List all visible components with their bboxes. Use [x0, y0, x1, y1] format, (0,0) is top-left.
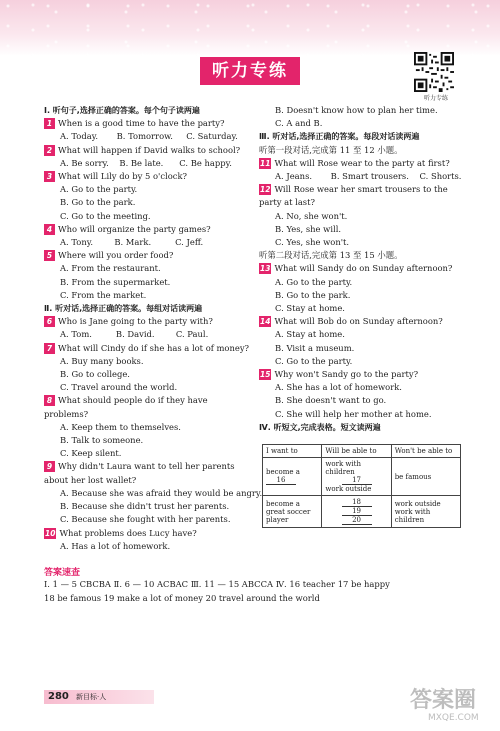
- answer-blank[interactable]: 18: [342, 498, 372, 507]
- answer-option[interactable]: B. Go to the park.: [60, 197, 136, 208]
- answer-option[interactable]: C. She will help her mother at home.: [275, 408, 432, 419]
- table-row: [263, 458, 461, 496]
- question: [259, 368, 469, 381]
- answer-option[interactable]: A. Go to the party.: [60, 184, 138, 195]
- answer-option[interactable]: A. Today. B. Tomorrow. C. Saturday.: [60, 131, 238, 142]
- table-header-row: [263, 445, 461, 458]
- table-cell: [322, 458, 391, 496]
- answers-line: 18 be famous 19 make a lot of money 20 travel around the world: [44, 593, 320, 603]
- cell-text: work outside: [325, 485, 372, 493]
- question: [44, 144, 252, 157]
- question: [259, 315, 469, 328]
- watermark-logo: 答案圈: [410, 688, 477, 713]
- table-header-cell: I want to: [263, 445, 322, 458]
- table-cell: [322, 496, 391, 528]
- table-header-cell: Will be able to: [322, 445, 391, 458]
- answer-option[interactable]: A. She has a lot of homework.: [275, 382, 402, 393]
- watermark-url: MXQE.COM: [428, 713, 479, 723]
- answer-option[interactable]: B. Go to the park.: [275, 289, 351, 300]
- page-number: 280: [48, 691, 69, 702]
- question-text: What will happen if David walks to school?: [58, 144, 241, 155]
- cell-text: become a: [266, 468, 300, 476]
- question: [259, 262, 469, 275]
- question-number-badge: 14: [260, 317, 271, 327]
- question: [44, 527, 252, 540]
- answer-blank[interactable]: 16: [266, 476, 296, 485]
- answer-option[interactable]: A. No, she won't.: [275, 210, 348, 221]
- question-number-badge: 1: [44, 118, 55, 129]
- question-number-badge: 8: [44, 395, 55, 406]
- question-text: What will Cindy do if she has a lot of money?: [58, 342, 250, 353]
- question: [259, 183, 469, 209]
- question-number-badge: 3: [44, 171, 55, 182]
- instruction-text: 听第二段对话,完成第 13 至 15 小题。: [259, 250, 403, 261]
- answer-blank[interactable]: 19: [342, 507, 372, 516]
- cell-text: work with children: [325, 460, 361, 476]
- answer-option[interactable]: C. Yes, she won't.: [275, 237, 350, 248]
- question-number-badge: 11: [260, 158, 271, 168]
- answer-option[interactable]: B. Because she didn't trust her parents.: [60, 501, 230, 512]
- question-text: When is a good time to have the party?: [58, 118, 225, 129]
- section-heading: Ⅰ. 听句子,选择正确的答案。每个句子读两遍: [44, 106, 200, 115]
- answer-option[interactable]: A. Go to the party.: [275, 276, 353, 287]
- answer-option[interactable]: C. A and B.: [275, 118, 323, 129]
- question: [44, 394, 252, 420]
- question-text: What will Sandy do on Sunday afternoon?: [274, 263, 453, 274]
- table-cell: work outside work with children: [391, 496, 460, 528]
- answer-option[interactable]: A. From the restaurant.: [60, 263, 161, 274]
- answer-option[interactable]: A. Buy many books.: [60, 355, 144, 366]
- section-heading: Ⅳ. 听短文,完成表格。短文读两遍: [259, 422, 381, 432]
- answer-option[interactable]: A. Tom. B. David. C. Paul.: [60, 329, 209, 340]
- question-number-badge: 5: [44, 250, 55, 261]
- question-text: What should people do if they have problems?: [44, 395, 208, 419]
- answers-heading: 答案速查: [44, 568, 81, 578]
- question-text: What problems does Lucy have?: [59, 527, 197, 538]
- question-number-badge: 6: [44, 316, 55, 327]
- answer-option[interactable]: C. Go to the meeting.: [60, 210, 151, 221]
- left-column: [44, 104, 263, 553]
- table-row: [263, 496, 461, 528]
- question-number-badge: 7: [44, 343, 55, 354]
- answer-option[interactable]: B. Visit a museum.: [275, 342, 355, 353]
- answer-blank[interactable]: 20: [342, 516, 372, 525]
- page-title: 听力专练: [200, 57, 300, 85]
- right-column: [259, 104, 469, 434]
- question-number-badge: 10: [45, 528, 56, 538]
- table-cell: be famous: [391, 458, 460, 496]
- answer-option[interactable]: B. Go to college.: [60, 369, 130, 380]
- instruction-text: 听第一段对话,完成第 11 至 12 小题。: [259, 144, 403, 155]
- answer-option[interactable]: A. Keep them to themselves.: [60, 421, 181, 432]
- answer-option[interactable]: C. Stay at home.: [275, 303, 345, 314]
- answer-option[interactable]: C. Because she fought with her parents.: [60, 514, 231, 525]
- question: [44, 223, 252, 236]
- question-text: Who is Jane going to the party with?: [58, 316, 213, 327]
- question-text: Why didn't Laura want to tell her parents about her lost wallet?: [44, 461, 235, 485]
- table-header-cell: Won't be able to: [391, 445, 460, 458]
- question-text: What will Rose wear to the party at first?: [274, 157, 450, 168]
- answer-option[interactable]: A. Be sorry. B. Be late. C. Be happy.: [60, 157, 232, 168]
- question-text: What will Lily do by 5 o'clock?: [58, 171, 188, 182]
- answer-option[interactable]: A. Has a lot of homework.: [60, 540, 171, 551]
- question: [259, 157, 469, 170]
- question-text: Where will you order food?: [58, 250, 174, 261]
- answer-option[interactable]: A. Tony. B. Mark. C. Jeff.: [60, 237, 204, 248]
- question: [44, 117, 252, 130]
- question-text: Who will organize the party games?: [58, 223, 211, 234]
- section-heading: Ⅱ. 听对话,选择正确的答案。每组对话读两遍: [44, 304, 203, 314]
- answer-option[interactable]: C. From the market.: [60, 289, 147, 300]
- answer-option[interactable]: A. Stay at home.: [275, 329, 345, 340]
- answer-option[interactable]: B. She doesn't want to go.: [275, 395, 387, 406]
- qr-label: 听力专练: [423, 95, 448, 102]
- qr-code-icon[interactable]: [414, 52, 454, 92]
- section-heading: Ⅲ. 听对话,选择正确的答案。每段对话读两遍: [259, 132, 420, 142]
- answer-option[interactable]: A. Because she was afraid they would be angry.: [60, 487, 263, 498]
- banner-pattern: [0, 0, 500, 56]
- question-number-badge: 12: [260, 185, 271, 195]
- answer-option[interactable]: B. Yes, she will.: [275, 223, 342, 234]
- question: [44, 249, 252, 262]
- question-number-badge: 2: [44, 145, 55, 156]
- question-number-badge: 4: [44, 224, 55, 235]
- answer-option[interactable]: B. Talk to someone.: [60, 435, 144, 446]
- question: [44, 315, 252, 328]
- question-number-badge: 15: [260, 370, 271, 380]
- question-number-badge: 13: [260, 264, 271, 274]
- question-text: Will Rose wear her smart trousers to the party at last?: [259, 184, 448, 208]
- answer-option[interactable]: C. Go to the party.: [275, 355, 353, 366]
- fill-in-table: [262, 444, 461, 528]
- answer-option[interactable]: B. Doesn't know how to plan her time.: [275, 105, 438, 115]
- answer-blank[interactable]: 17: [342, 476, 372, 485]
- table-cell: become a great soccer player: [263, 496, 322, 528]
- header-banner: [0, 0, 500, 56]
- question-number-badge: 9: [44, 461, 55, 472]
- answer-option[interactable]: A. Jeans. B. Smart trousers. C. Shorts.: [275, 171, 462, 182]
- table-cell: [263, 458, 322, 496]
- footer-label: 新目标·人: [76, 693, 107, 701]
- question: [44, 460, 252, 486]
- answer-option[interactable]: B. From the supermarket.: [60, 276, 171, 287]
- question-text: Why won't Sandy go to the party?: [274, 369, 419, 380]
- answers-line: Ⅰ. 1 — 5 CBCBA Ⅱ. 6 — 10 ACBAC Ⅲ. 11 — 15 ABCCA Ⅳ. 16 teacher 17 be happy: [44, 579, 390, 589]
- answer-option[interactable]: C. Keep silent.: [60, 448, 122, 459]
- question: [44, 170, 252, 183]
- answer-option[interactable]: C. Travel around the world.: [60, 382, 178, 393]
- question-text: What will Bob do on Sunday afternoon?: [274, 316, 443, 327]
- question: [44, 342, 252, 355]
